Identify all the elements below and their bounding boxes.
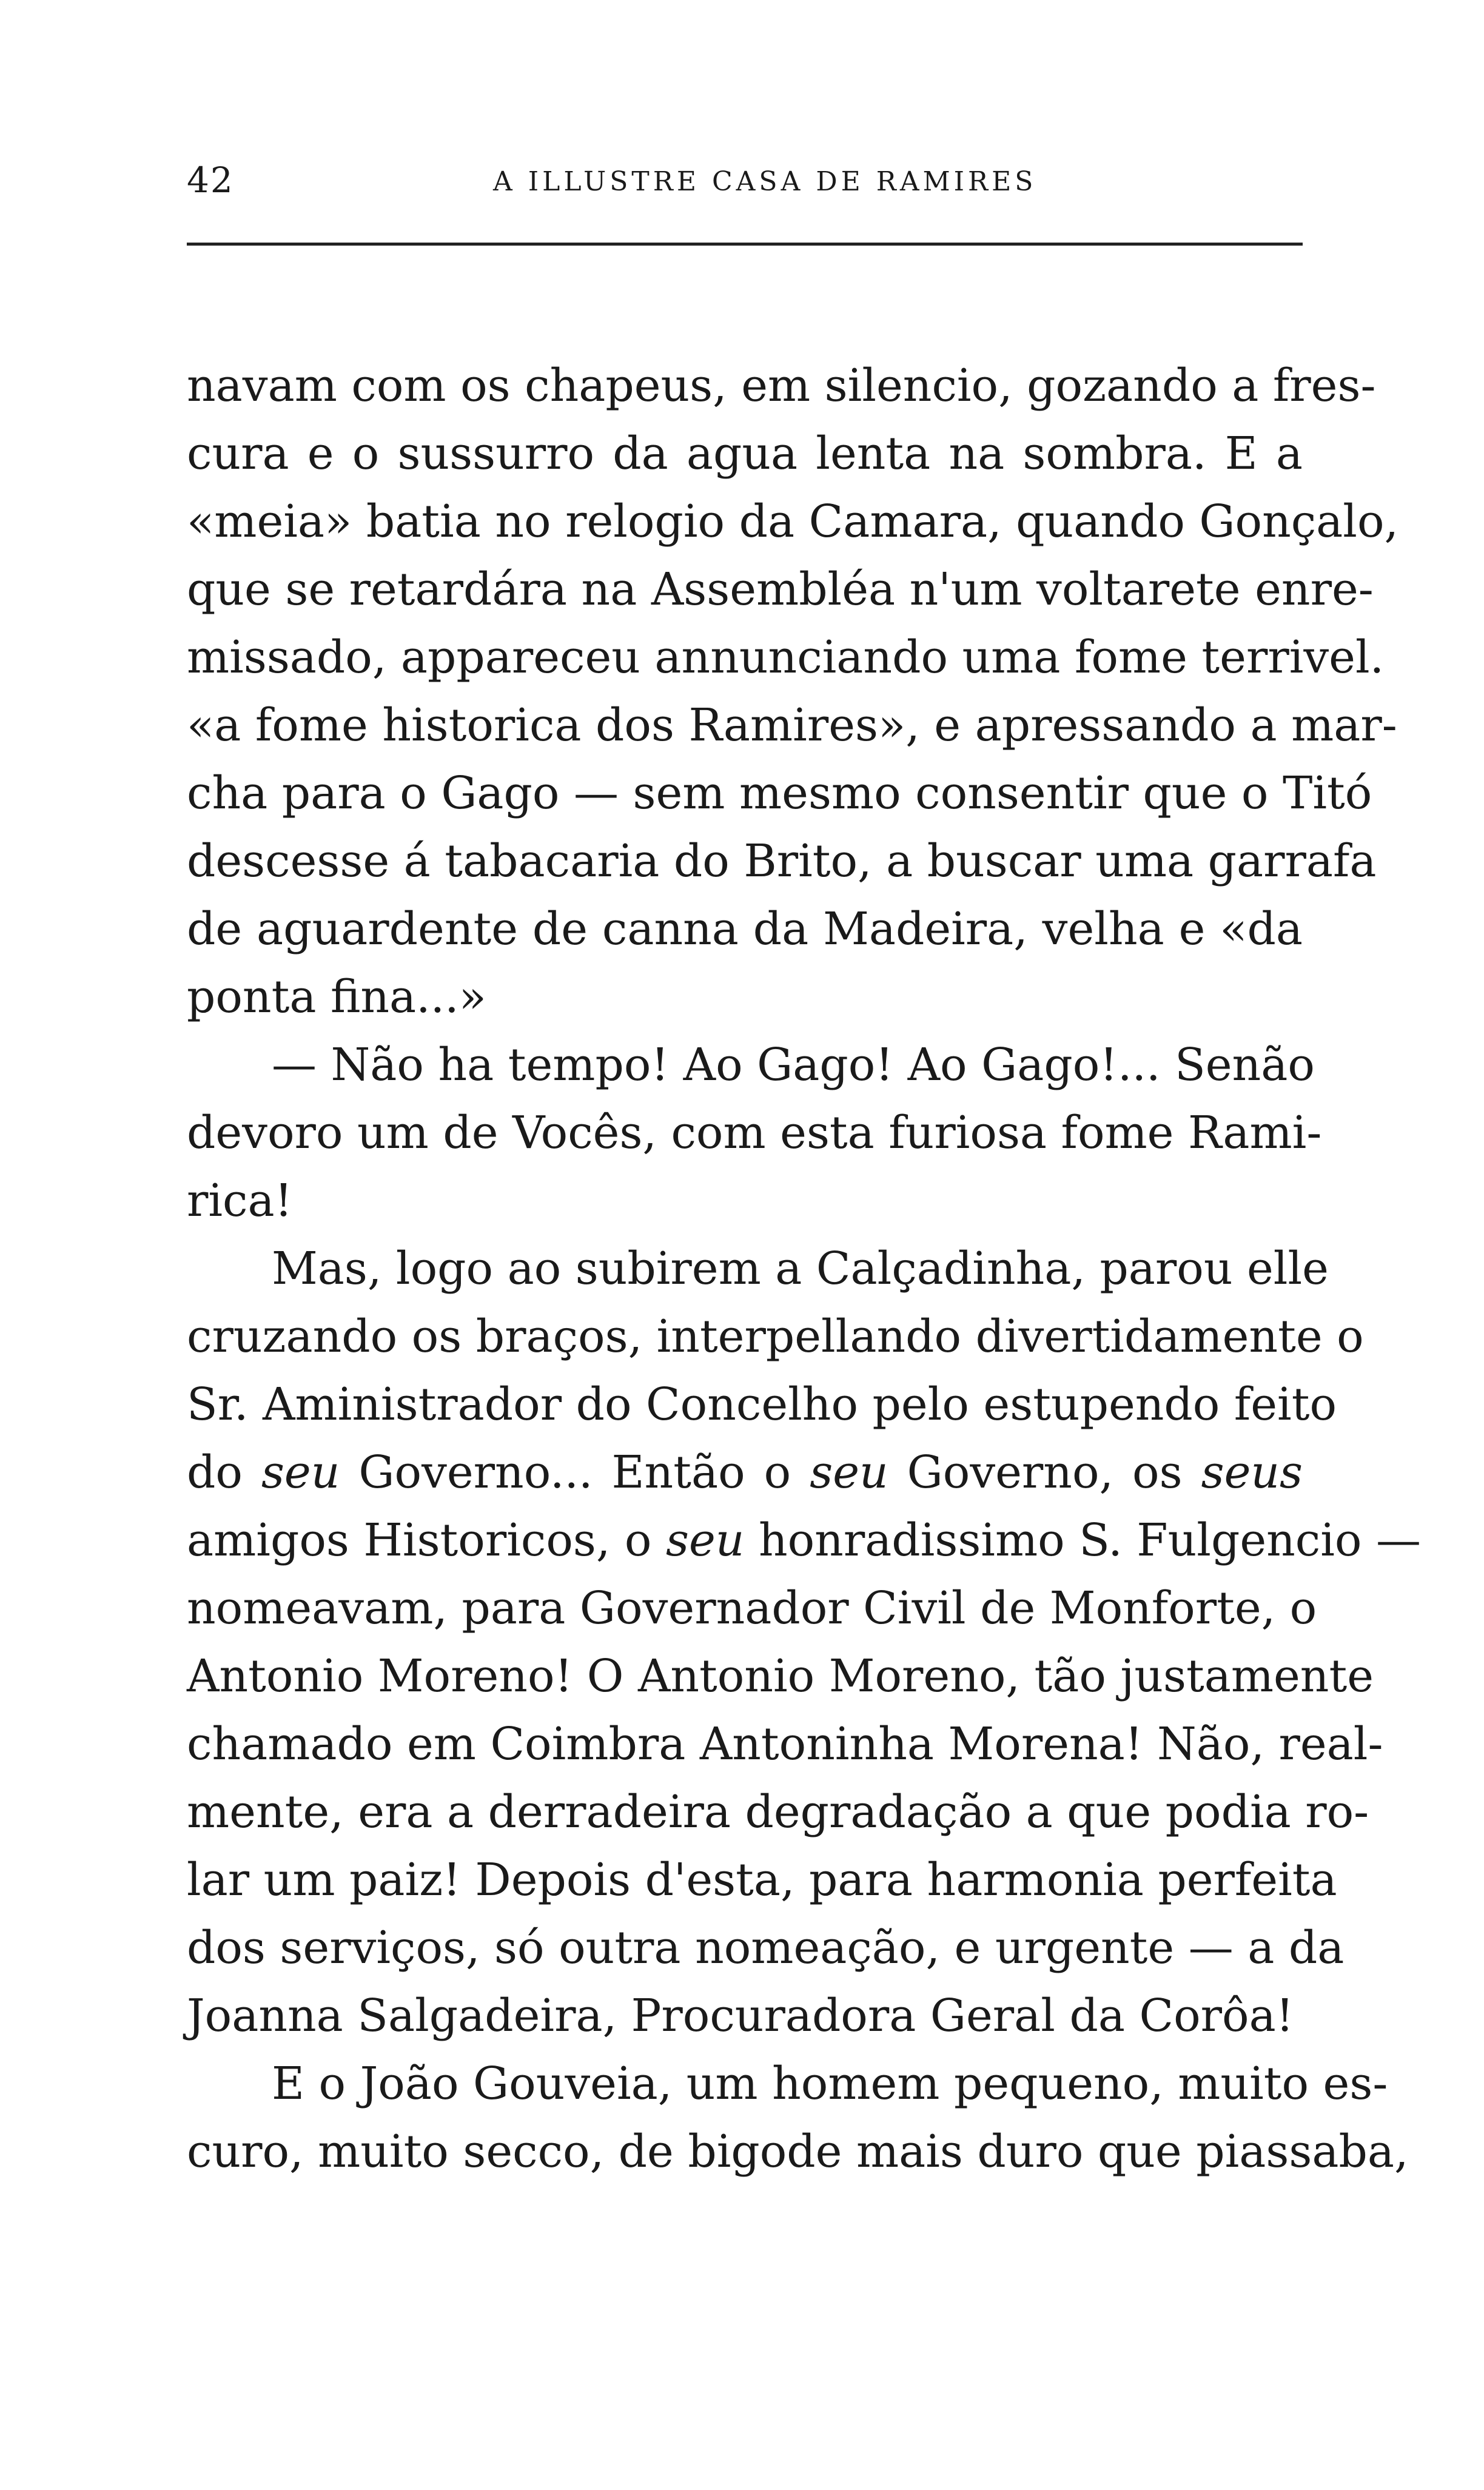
running-title: A ILLUSTRE CASA DE RAMIRES	[493, 166, 1037, 197]
text-line: navam com os chapeus, em silencio, gozando a fres-	[187, 360, 1376, 412]
text-line: dos serviços, só outra nomeação, e urgente — a da	[187, 1922, 1345, 1974]
body-text	[187, 352, 1421, 2186]
text-line: Sr. Aministrador do Concelho pelo estupendo feito	[187, 1378, 1337, 1431]
text-line: ponta fina...»	[187, 971, 486, 1023]
paragraph	[187, 1031, 1322, 1235]
text-line: rica!	[187, 1175, 293, 1227]
text-line: «a fome historica dos Ramires», e apressando a mar-	[187, 699, 1397, 751]
text-line: devoro um de Vocês, com esta furiosa fome Rami-	[187, 1107, 1322, 1159]
paragraph	[187, 352, 1399, 1031]
text-line: do seu Governo... Então o seu Governo, os seus	[187, 1446, 1303, 1498]
text-line: chamado em Coimbra Antoninha Morena! Não, real-	[187, 1718, 1383, 1770]
text-line: mente, era a derradeira degradação a que podia ro-	[187, 1786, 1369, 1838]
text-line: amigos Historicos, o seu honradissimo S. Fulgencio —	[187, 1514, 1421, 1566]
text-line: E o João Gouveia, um homem pequeno, muito es-	[272, 2058, 1388, 2110]
text-line: Antonio Moreno! O Antonio Moreno, tão justamente	[187, 1650, 1374, 1702]
text-line: que se retardára na Assembléa n'um voltarete enre-	[187, 563, 1374, 616]
text-line: descesse á tabacaria do Brito, a buscar uma garrafa	[187, 835, 1377, 887]
text-line: Mas, logo ao subirem a Calçadinha, parou elle	[272, 1243, 1329, 1295]
italic-word: seus	[1201, 1446, 1303, 1498]
text-line: cruzando os braços, interpellando divertidamente o	[187, 1310, 1364, 1363]
page-header	[187, 159, 1303, 201]
page-number: 42	[187, 159, 234, 201]
text-line: — Não ha tempo! Ao Gago! Ao Gago!... Senão	[272, 1039, 1315, 1091]
text-line: missado, appareceu annunciando uma fome terrivel.	[187, 631, 1385, 683]
italic-word: seu	[261, 1446, 340, 1498]
italic-word: seu	[810, 1446, 888, 1498]
italic-word: seu	[665, 1514, 745, 1566]
text-line: curo, muito secco, de bigode mais duro que piassaba,	[187, 2126, 1409, 2178]
text-line: «meia» batia no relogio da Camara, quando Gonçalo,	[187, 495, 1399, 548]
paragraph	[187, 2050, 1409, 2186]
text-line: Joanna Salgadeira, Procuradora Geral da Corôa!	[187, 1990, 1294, 2042]
text-line: cha para o Gago — sem mesmo consentir que o Titó	[187, 767, 1372, 819]
text-line: lar um paiz! Depois d'esta, para harmonia perfeita	[187, 1854, 1337, 1906]
text-line: nomeavam, para Governador Civil de Monforte, o	[187, 1582, 1317, 1634]
text-line: de aguardente de canna da Madeira, velha e «da	[187, 903, 1303, 955]
text-line: cura e o sussurro da agua lenta na sombra. E a	[187, 428, 1303, 480]
header-rule	[187, 243, 1303, 246]
paragraph	[187, 1235, 1421, 2050]
